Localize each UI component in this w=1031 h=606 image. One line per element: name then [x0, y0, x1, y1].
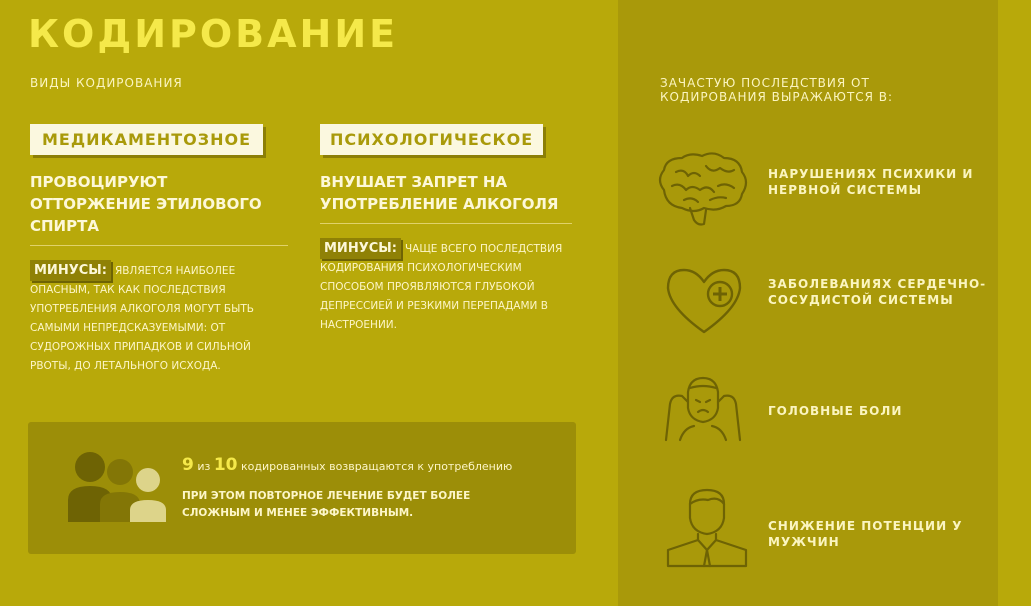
type-lead: ВНУШАЕТ ЗАПРЕТ НА УПОТРЕБЛЕНИЕ АЛКОГОЛЯ	[320, 171, 572, 224]
type-tag: ПСИХОЛОГИЧЕСКОЕ	[320, 124, 543, 155]
brain-icon	[654, 150, 750, 230]
effect-label-potency: СНИЖЕНИЕ ПОТЕНЦИИ У МУЖЧИН	[768, 519, 963, 549]
stat-subtext: ПРИ ЭТОМ ПОВТОРНОЕ ЛЕЧЕНИЕ БУДЕТ БОЛЕЕ СЛОЖНЫМ И МЕНЕЕ ЭФФЕКТИВНЫМ.	[182, 490, 471, 519]
effect-label-headache: ГОЛОВНЫЕ БОЛИ	[768, 404, 903, 418]
type-tag: МЕДИКАМЕНТОЗНОЕ	[30, 124, 263, 155]
page-title: КОДИРОВАНИЕ	[28, 12, 399, 56]
headache-icon	[660, 374, 746, 444]
effects-heading: ЗАЧАСТУЮ ПОСЛЕДСТВИЯ ОТ КОДИРОВАНИЯ ВЫРАЖАЮТСЯ В:	[660, 76, 894, 104]
heart-plus-icon	[664, 266, 744, 336]
minus-text: ЧАЩЕ ВСЕГО ПОСЛЕДСТВИЯ КОДИРОВАНИЯ ПСИХОЛОГИЧЕСКИМ СПОСОБОМ ПРОЯВЛЯЮТСЯ ГЛУБОКОЙ ДЕПРЕССИЕЙ И РЕЗКИМИ ПЕРЕПАДАМИ В НАСТРОЕНИИ.	[320, 243, 563, 331]
type-minus-note	[320, 238, 578, 335]
stat-of: из	[197, 460, 211, 473]
type-minus-note	[30, 260, 288, 376]
minus-label: МИНУСЫ:	[30, 260, 111, 281]
relapse-stat-line	[182, 455, 512, 475]
stat-number: 9	[182, 455, 194, 475]
stat-text: кодированных возвращаются к употреблению	[241, 460, 513, 473]
page-subtitle: ВИДЫ КОДИРОВАНИЯ	[30, 76, 183, 90]
man-icon	[664, 486, 750, 568]
coding-type-psychological	[320, 124, 578, 335]
minus-text: ЯВЛЯЕТСЯ НАИБОЛЕЕ ОПАСНЫМ, ТАК КАК ПОСЛЕДСТВИЯ УПОТРЕБЛЕНИЯ АЛКОГОЛЯ МОГУТ БЫТЬ САМЫМИ НЕПРЕДСКАЗУЕМЫМИ: ОТ СУДОРОЖНЫХ ПРИПАДКОВ И СИЛЬНОЙ РВОТЫ, ДО ЛЕТАЛЬНОГО ИСХОДА.	[30, 265, 255, 372]
type-lead: ПРОВОЦИРУЮТ ОТТОРЖЕНИЕ ЭТИЛОВОГО СПИРТА	[30, 171, 288, 246]
stat-total: 10	[213, 455, 238, 475]
effect-label-mental: НАРУШЕНИЯХ ПСИХИКИ И НЕРВНОЙ СИСТЕМЫ	[768, 167, 974, 197]
right-edge-strip	[998, 0, 1031, 606]
effect-label-cardio: ЗАБОЛЕВАНИЯХ СЕРДЕЧНО-СОСУДИСТОЙ СИСТЕМЫ	[768, 277, 987, 307]
coding-type-medication	[30, 124, 288, 376]
minus-label: МИНУСЫ:	[320, 238, 401, 259]
people-group-icon	[68, 450, 168, 522]
relapse-stat-box	[28, 422, 576, 554]
